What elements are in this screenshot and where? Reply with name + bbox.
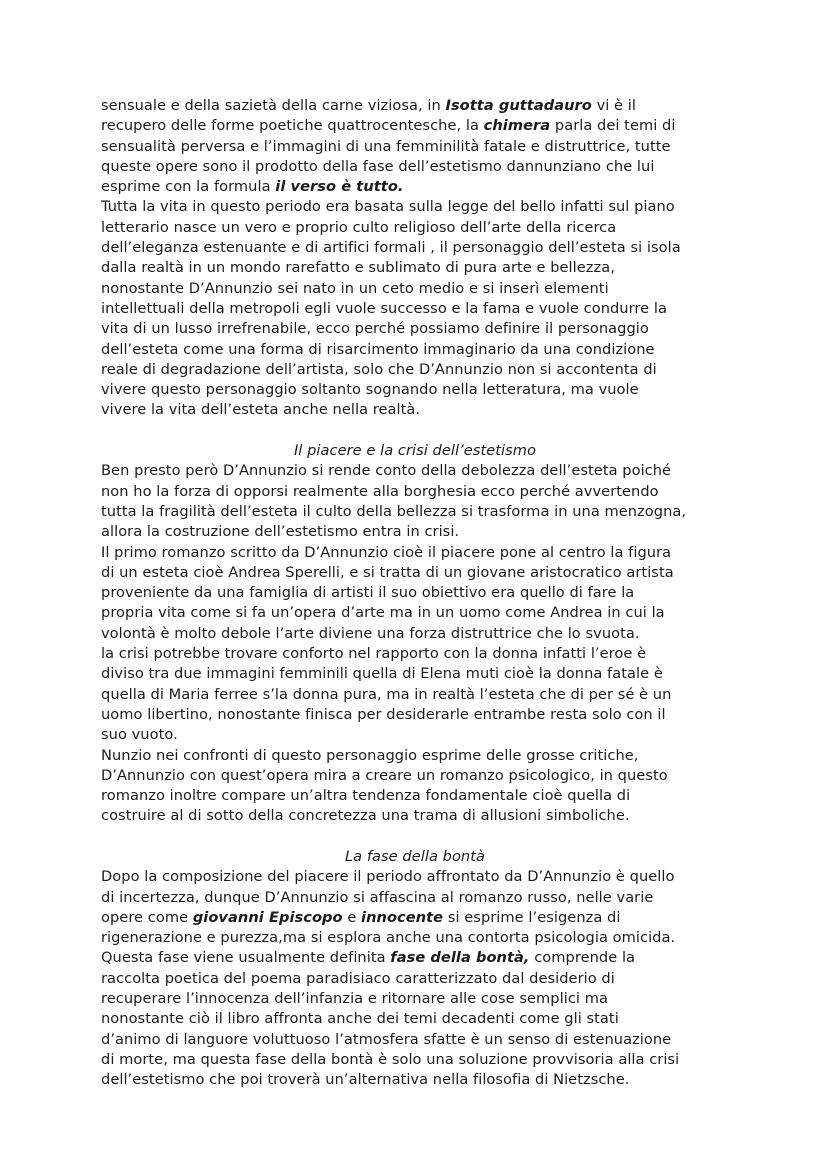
text-run: vita di un lusso irrefrenabile, ecco perché possiamo definire il personaggio [101,320,649,338]
text-line [101,502,729,522]
text-line [101,96,729,116]
text-line [101,522,729,542]
text-run: dell’esteta come una forma di risarcimento immaginario da una condizione [101,340,655,358]
spacer [101,827,729,847]
text-run: uomo libertino, nonostante finisca per desiderarle entrambe resta solo con il [101,705,666,723]
text-run: propria vita come si fa un’opera d’arte ma in un uomo come Andrea in cui la [101,604,665,622]
text-line [101,563,729,583]
text-line [101,989,729,1009]
text-line [101,258,729,278]
text-run: recupero delle forme poetiche quattrocentesche, la [101,117,484,135]
document-page [101,96,729,1091]
text-line [101,218,729,238]
text-run: recuperare l’innocenza dell’infanzia e ritornare alle cose semplici ma [101,990,608,1008]
text-run: sensuale e della sazietà della carne viziosa, in [101,97,446,114]
text-line [101,360,729,380]
text-line [101,197,729,217]
text-run: costruire al di sotto della concretezza una trama di allusioni simboliche. [101,807,630,825]
text-line [101,948,729,968]
text-run: suo vuoto. [101,726,178,744]
text-line [101,482,729,502]
text-run: nonostante ciò il libro affronta anche dei temi decadenti come gli stati [101,1010,619,1028]
text-line [101,583,729,603]
emphasized-title: il verso è tutto. [275,178,404,196]
text-line [101,928,729,948]
text-run: d’animo di languore voluttuoso l’atmosfera sfatte è un senso di estenuazione [101,1030,672,1048]
text-run: si esprime l’esigenza di [443,908,621,926]
text-line [101,380,729,400]
text-run: e [342,908,362,926]
text-line [101,319,729,339]
text-line [101,299,729,319]
text-run: dell’eleganza estenuante e di artifici formali , il personaggio dell’esteta si isola [101,239,681,257]
text-line [101,746,729,766]
text-run: sensualità perversa e l’immagini di una femminilità fatale e distruttrice, tutte [101,137,671,155]
emphasized-title: giovanni Episcopo [192,908,343,926]
text-line [101,1030,729,1050]
text-line [101,1050,729,1070]
text-run: proveniente da una famiglia di artisti il suo obiettivo era quello di fare la [101,584,635,602]
text-line [101,806,729,826]
text-run: Tutta la vita in questo periodo era basata sulla legge del bello infatti sul piano [101,198,675,216]
text-run: esprime con la formula [101,178,276,196]
text-run: queste opere sono il prodotto della fase dell’estetismo dannunziano che lui [101,157,655,175]
text-run: volontà è molto debole l’arte diviene una forza distruttrice che lo svuota. [101,624,640,642]
text-run: raccolta poetica del poema paradisiaco caratterizzato dal desiderio di [101,969,615,987]
text-line [101,279,729,299]
text-run: dell’estetismo che poi troverà un’alternativa nella filosofia di Nietzsche. [101,1071,630,1089]
text-line [101,664,729,684]
emphasized-title: innocente [361,908,444,926]
text-line [101,624,729,644]
text-run: romanzo inoltre compare un’altra tendenza fondamentale cioè quella di [101,787,631,805]
text-line [101,603,729,623]
text-line [101,543,729,563]
heading-bonta: La fase della bontà [344,847,485,865]
paragraph-bonta [101,867,729,1090]
text-run: diviso tra due immagini femminili quella di Elena muti cioè la donna fatale è [101,665,663,683]
emphasized-title: Isotta guttadauro [445,97,592,114]
text-line [101,177,729,197]
text-line [101,786,729,806]
text-run: parla dei temi di [550,117,676,135]
text-line [101,238,729,258]
text-run: Il primo romanzo scritto da D’Annunzio cioè il piacere pone al centro la figura [101,543,672,561]
text-run: la crisi potrebbe trovare conforto nel rapporto con la donna infatti l’eroe è [101,645,647,663]
text-line [101,1070,729,1090]
text-line [101,867,729,887]
text-run: allora la costruzione dell’estetismo entra in crisi. [101,523,460,541]
text-line [101,725,729,745]
text-run: dalla realtà in un mondo rarefatto e sublimato di pura arte e bellezza, [101,259,615,277]
spacer [101,421,729,441]
heading-piacere: Il piacere e la crisi dell’estetismo [293,442,537,460]
text-line [101,1009,729,1029]
paragraph-intro [101,96,729,421]
text-run: quella di Maria ferree s’la donna pura, ma in realtà l’esteta che di per sé è un [101,685,672,703]
text-run: Dopo la composizione del piacere il periodo affrontato da D’Annunzio è quello [101,868,675,886]
emphasized-title: fase della bontà, [390,949,530,967]
text-line [101,157,729,177]
text-line [101,888,729,908]
text-run: di un esteta cioè Andrea Sperelli, e si tratta di un giovane aristocratico artista [101,563,674,581]
text-run: di morte, ma questa fase della bontà è solo una soluzione provvisoria alla crisi [101,1050,680,1068]
text-line [101,908,729,928]
text-line [101,137,729,157]
text-run: Nunzio nei confronti di questo personaggio esprime delle grosse critiche, [101,746,639,764]
text-run: reale di degradazione dell’artista, solo che D’Annunzio non si accontenta di [101,360,657,378]
text-line [101,461,729,481]
text-run: vivere questo personaggio soltanto sognando nella letteratura, ma vuole [101,381,639,399]
text-line [101,766,729,786]
text-line [101,644,729,664]
text-run: D’Annunzio con quest’opera mira a creare un romanzo psicologico, in questo [101,766,668,784]
text-run: nonostante D’Annunzio sei nato in un ceto medio e si inserì elementi [101,279,609,297]
text-line [101,340,729,360]
paragraph-piacere [101,461,729,826]
text-line [101,705,729,725]
text-run: intellettuali della metropoli egli vuole successo e la fama e vuole condurre la [101,299,667,317]
text-run: non ho la forza di opporsi realmente alla borghesia ecco perché avvertendo [101,482,659,500]
text-line [101,685,729,705]
emphasized-title: chimera [483,117,551,135]
text-run: tutta la fragilità dell’esteta il culto della bellezza si trasforma in una menzogna, [101,502,687,520]
text-run: vivere la vita dell’esteta anche nella realtà. [101,401,421,419]
text-line [101,116,729,136]
text-run: letterario nasce un vero e proprio culto religioso dell’arte della ricerca [101,218,617,236]
text-run: Questa fase viene usualmente definita [101,949,391,967]
text-run: Ben presto però D’Annunzio si rende conto della debolezza dell’esteta poiché [101,462,672,480]
text-run: rigenerazione e purezza,ma si esplora anche una contorta psicologia omicida. [101,929,676,947]
text-run: comprende la [529,949,636,967]
text-run: vi è il [591,97,636,114]
text-run: di incertezza, dunque D’Annunzio si affascina al romanzo russo, nelle varie [101,888,654,906]
text-run: opere come [101,908,193,926]
text-line [101,400,729,420]
text-line [101,969,729,989]
